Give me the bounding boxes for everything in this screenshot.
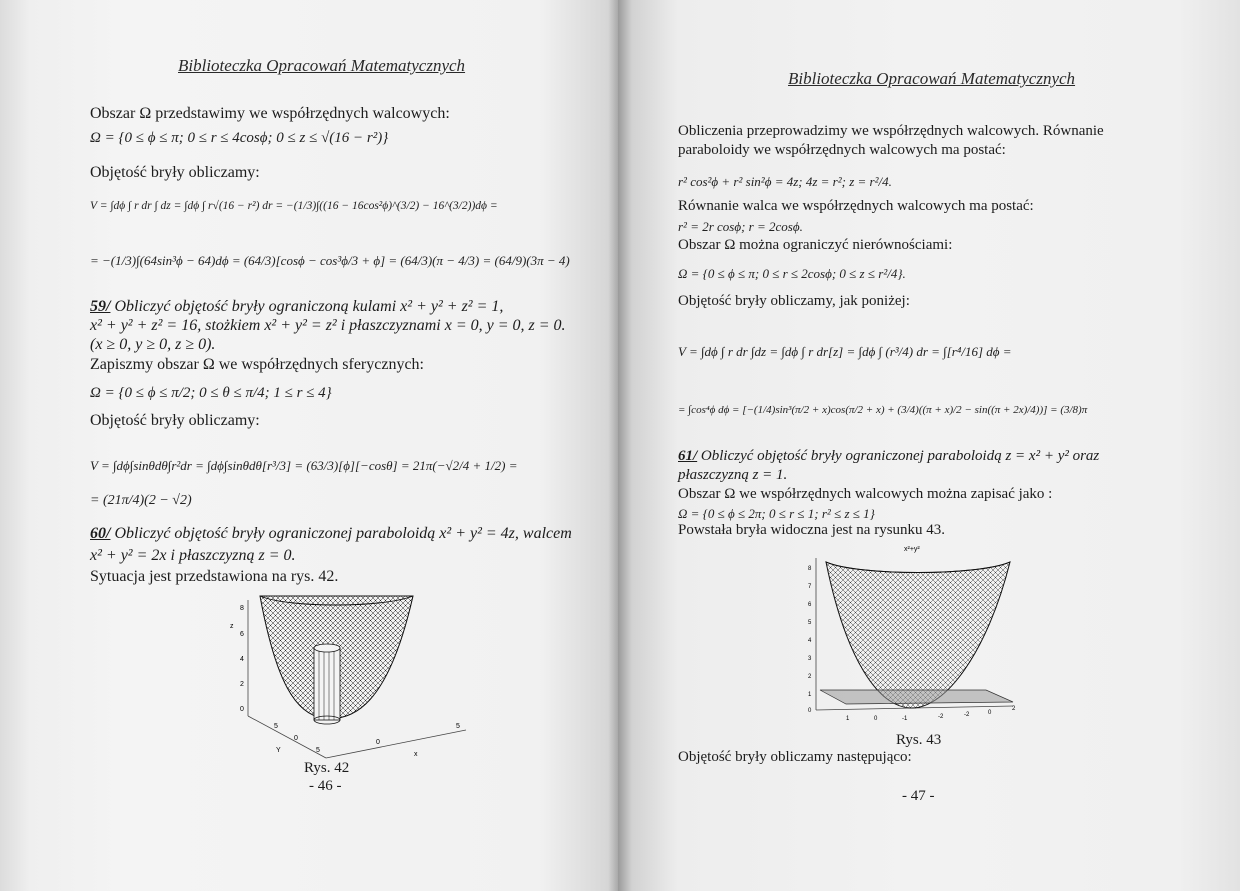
problem-number: 59/ bbox=[90, 298, 111, 315]
problem-text: płaszczyzną z = 1. bbox=[678, 467, 788, 483]
axis-label: Y bbox=[276, 747, 281, 754]
paraboloid-surface bbox=[826, 562, 1010, 708]
left-page bbox=[0, 0, 618, 891]
volume-label: Objętość bryły obliczamy: bbox=[90, 164, 260, 181]
problem-text: (x ≥ 0, y ≥ 0, z ≥ 0). bbox=[90, 336, 216, 353]
figure-43 bbox=[798, 540, 1038, 730]
tick-label: 5 bbox=[456, 723, 460, 730]
tick-label: 3 bbox=[808, 656, 812, 662]
page-header: Biblioteczka Opracowań Matematycznych bbox=[178, 56, 466, 75]
problem-number: 60/ bbox=[90, 525, 111, 542]
intro-text: Obszar Ω przedstawimy we współrzędnych walcowych: bbox=[90, 105, 450, 122]
tick-label: 5 bbox=[274, 723, 278, 730]
volume-equation: = −(1/3)∫(64sin³ϕ − 64)dϕ = (64/3)[cosϕ − cos³ϕ/3 + ϕ] = (64/3)(π − 4/3) = (64/9)(3π − 4) bbox=[90, 253, 570, 268]
volume-equation: V = ∫dϕ ∫ r dr ∫ dz = ∫dϕ ∫ r√(16 − r²) dr = −(1/3)∫((16 − 16cos²ϕ)^(3/2) − 16^(3/2))dϕ = bbox=[90, 200, 498, 212]
region-formula: Ω = {0 ≤ ϕ ≤ 2π; 0 ≤ r ≤ 1; r² ≤ z ≤ 1} bbox=[678, 506, 875, 521]
axis-label: z bbox=[230, 623, 234, 630]
body-text: paraboloidy we współrzędnych walcowych ma postać: bbox=[678, 142, 1006, 158]
tick-label: 8 bbox=[808, 566, 812, 572]
problem-text: Obliczyć objętość bryły ograniczonej paraboloidą x² + y² = 4z, walcem bbox=[114, 525, 572, 542]
tick-label: 0 bbox=[874, 716, 878, 722]
x-axis bbox=[326, 730, 466, 758]
body-text: Objętość bryły obliczamy następująco: bbox=[678, 749, 912, 765]
tick-label: 4 bbox=[240, 656, 244, 663]
body-text: Równanie walca we współrzędnych walcowych ma postać: bbox=[678, 198, 1034, 214]
tick-label: -2 bbox=[964, 712, 970, 718]
problem-statement bbox=[678, 447, 1099, 466]
problem-text: Obliczyć objętość bryły ograniczonej paraboloidą z = x² + y² oraz bbox=[700, 448, 1100, 464]
body-text: Sytuacja jest przedstawiona na rys. 42. bbox=[90, 568, 339, 585]
page-header: Biblioteczka Opracowań Matematycznych bbox=[788, 69, 1076, 88]
intro-text: Zapiszmy obszar Ω we współrzędnych sferycznych: bbox=[90, 356, 424, 373]
tick-label: 8 bbox=[240, 605, 244, 612]
tick-label: 6 bbox=[808, 602, 812, 608]
cylinder bbox=[314, 648, 340, 720]
tick-label: 0 bbox=[988, 710, 992, 716]
problem-text: Obliczyć objętość bryły ograniczoną kulami x² + y² + z² = 1, bbox=[114, 298, 504, 315]
tick-label: 0 bbox=[240, 706, 244, 713]
plane-z-1 bbox=[820, 690, 1013, 704]
tick-label: 1 bbox=[846, 716, 850, 722]
volume-label: Objętość bryły obliczamy: bbox=[90, 412, 260, 429]
figure-42 bbox=[218, 588, 478, 768]
tick-label: 2 bbox=[240, 681, 244, 688]
tick-label: 0 bbox=[376, 739, 380, 746]
tick-label: 6 bbox=[240, 631, 244, 638]
body-text: Obszar Ω można ograniczyć nierównościami: bbox=[678, 237, 953, 253]
body-text: Powstała bryła widoczna jest na rysunku 43. bbox=[678, 522, 946, 538]
equation: r² = 2r cosϕ; r = 2cosϕ. bbox=[678, 219, 803, 234]
page-number: - 47 - bbox=[902, 788, 935, 804]
volume-equation: V = ∫dϕ ∫ r dr ∫dz = ∫dϕ ∫ r dr[z] = ∫dϕ ∫ (r³/4) dr = ∫[r⁴/16] dϕ = bbox=[678, 344, 1012, 359]
problem-statement bbox=[90, 297, 503, 316]
tick-label: -1 bbox=[902, 716, 908, 722]
tick-label: 5 bbox=[316, 747, 320, 754]
problem-number: 61/ bbox=[678, 448, 698, 464]
tick-label: 4 bbox=[808, 638, 812, 644]
body-text: Obliczenia przeprowadzimy we współrzędnych walcowych. Równanie bbox=[678, 123, 1104, 139]
tick-label: 1 bbox=[808, 692, 812, 698]
page-number: - 46 - bbox=[309, 778, 342, 794]
axis-label: x bbox=[414, 751, 418, 758]
equation: r² cos²ϕ + r² sin²ϕ = 4z; 4z = r²; z = r²/4. bbox=[678, 174, 892, 189]
tick-label: 2 bbox=[1012, 706, 1016, 712]
volume-equation: = (21π/4)(2 − √2) bbox=[90, 493, 192, 508]
tick-label: 5 bbox=[808, 620, 812, 626]
body-text: Obszar Ω we współrzędnych walcowych można zapisać jako : bbox=[678, 486, 1053, 502]
region-formula: Ω = {0 ≤ ϕ ≤ π/2; 0 ≤ θ ≤ π/4; 1 ≤ r ≤ 4} bbox=[90, 385, 332, 401]
tick-label: -2 bbox=[938, 714, 944, 720]
figure-title: x²+y² bbox=[904, 546, 920, 553]
problem-text: x² + y² + z² = 16, stożkiem x² + y² = z² i płaszczyznami x = 0, y = 0, z = 0. bbox=[90, 317, 566, 334]
problem-text: x² + y² = 2x i płaszczyzną z = 0. bbox=[90, 547, 296, 564]
volume-equation: V = ∫dϕ∫sinθdθ∫r²dr = ∫dϕ∫sinθdθ[r³/3] = (63/3)[ϕ][−cosθ] = 21π(−√2/4 + 1/2) = bbox=[90, 458, 518, 473]
problem-statement bbox=[90, 524, 572, 543]
region-formula: Ω = {0 ≤ ϕ ≤ π; 0 ≤ r ≤ 2cosϕ; 0 ≤ z ≤ r²/4}. bbox=[678, 266, 906, 281]
body-text: Objętość bryły obliczamy, jak poniżej: bbox=[678, 293, 910, 309]
tick-label: 7 bbox=[808, 584, 812, 590]
y-axis bbox=[248, 716, 326, 758]
figure-caption: Rys. 42 bbox=[304, 760, 350, 776]
volume-equation: = ∫cos⁴ϕ dϕ = [−(1/4)sin³(π/2 + x)cos(π/2 + x) + (3/4)((π + x)/2 − sin((π + 2x)/4))] = (3/8)π bbox=[678, 404, 1088, 416]
region-formula: Ω = {0 ≤ ϕ ≤ π; 0 ≤ r ≤ 4cosϕ; 0 ≤ z ≤ √(16 − r²)} bbox=[90, 130, 389, 146]
tick-label: 2 bbox=[808, 674, 812, 680]
right-page bbox=[618, 0, 1240, 891]
tick-label: 0 bbox=[294, 735, 298, 742]
figure-caption: Rys. 43 bbox=[896, 732, 942, 748]
tick-label: 0 bbox=[808, 708, 812, 714]
